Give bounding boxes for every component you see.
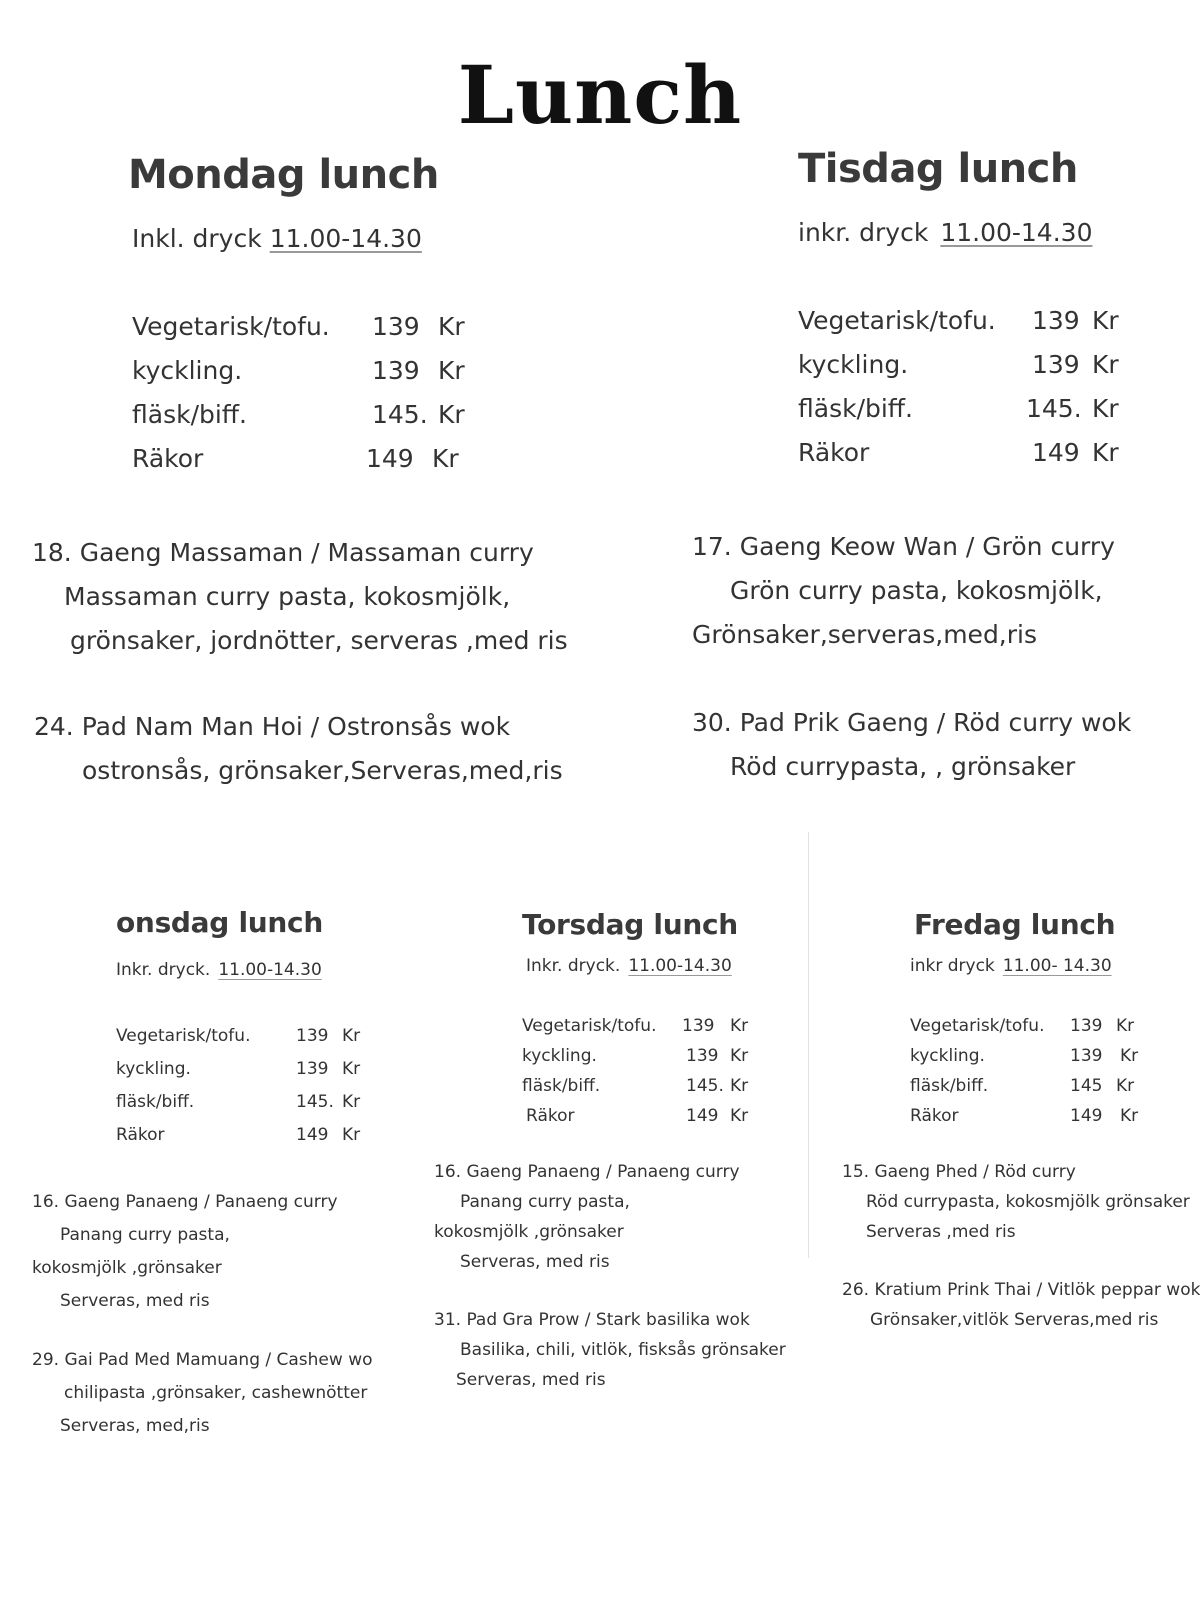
price-item: fläsk/biff. xyxy=(116,1092,195,1112)
price-value: 145. xyxy=(372,400,428,429)
dish-description: Röd currypasta, kokosmjölk grönsaker xyxy=(866,1192,1190,1212)
price-value: 139 xyxy=(686,1046,719,1066)
dish-title: 29. Gai Pad Med Mamuang / Cashew wo xyxy=(32,1350,373,1370)
wednesday-hours-prefix: Inkr. dryck. xyxy=(116,960,211,980)
tuesday-heading: Tisdag lunch xyxy=(798,146,1078,192)
price-item: Vegetarisk/tofu. xyxy=(132,312,330,341)
price-item: fläsk/biff. xyxy=(132,400,247,429)
price-item: Vegetarisk/tofu. xyxy=(798,306,996,335)
price-value: 149 xyxy=(1070,1106,1103,1126)
price-item: kyckling. xyxy=(522,1046,597,1066)
dish-title: 30. Pad Prik Gaeng / Röd curry wok xyxy=(692,708,1132,737)
dish-description: kokosmjölk ,grönsaker xyxy=(434,1222,624,1242)
friday-hours-time: 11.00- 14.30 xyxy=(1002,956,1112,976)
thursday-hours xyxy=(526,956,732,976)
price-unit: Kr xyxy=(438,312,465,341)
dish-description: Serveras, med,ris xyxy=(60,1416,210,1436)
column-divider xyxy=(808,832,809,1258)
wednesday-heading: onsdag lunch xyxy=(116,906,323,939)
monday-hours-prefix: Inkl. dryck xyxy=(132,224,262,253)
dish-description: Serveras, med ris xyxy=(456,1370,606,1390)
dish-title: 16. Gaeng Panaeng / Panaeng curry xyxy=(32,1192,338,1212)
price-item: kyckling. xyxy=(910,1046,985,1066)
wednesday-hours-time: 11.00-14.30 xyxy=(218,960,322,980)
price-item: fläsk/biff. xyxy=(798,394,913,423)
price-unit: Kr xyxy=(342,1059,361,1079)
price-item: Räkor xyxy=(910,1106,959,1126)
price-unit: Kr xyxy=(730,1076,749,1096)
price-item: Vegetarisk/tofu. xyxy=(910,1016,1045,1036)
price-item: kyckling. xyxy=(132,356,243,385)
tuesday-hours-prefix: inkr. dryck xyxy=(798,218,929,247)
dish-description: Basilika, chili, vitlök, fisksås grönsaker xyxy=(460,1340,786,1360)
price-unit: Kr xyxy=(342,1125,361,1145)
price-value: 145. xyxy=(296,1092,334,1112)
dish-title: 31. Pad Gra Prow / Stark basilika wok xyxy=(434,1310,750,1330)
price-unit: Kr xyxy=(438,356,465,385)
price-item: kyckling. xyxy=(116,1059,191,1079)
price-item: kyckling. xyxy=(798,350,909,379)
price-unit: Kr xyxy=(342,1092,361,1112)
dish-description: Serveras, med ris xyxy=(460,1252,610,1272)
price-unit: Kr xyxy=(730,1106,749,1126)
wednesday-dish-2-clip xyxy=(0,1350,396,1470)
dish-title: 17. Gaeng Keow Wan / Grön curry xyxy=(692,532,1115,561)
price-unit: Kr xyxy=(1092,394,1119,423)
dish-description: Massaman curry pasta, kokosmjölk, xyxy=(64,582,511,611)
price-item: fläsk/biff. xyxy=(522,1076,601,1096)
price-value: 139 xyxy=(1032,350,1080,379)
dish-description: Panang curry pasta, xyxy=(60,1225,230,1245)
price-value: 139 xyxy=(372,312,420,341)
price-value: 149 xyxy=(1032,438,1080,467)
friday-hours xyxy=(910,956,1112,976)
dish-description: Panang curry pasta, xyxy=(460,1192,630,1212)
price-unit: Kr xyxy=(1092,306,1119,335)
tuesday-hours-time: 11.00-14.30 xyxy=(940,218,1093,247)
friday-hours-prefix: inkr dryck xyxy=(910,956,995,976)
price-value: 139 xyxy=(372,356,420,385)
price-item: Räkor xyxy=(132,444,204,473)
price-value: 139 xyxy=(296,1059,329,1079)
dish-description: grönsaker, jordnötter, serveras ,med ris xyxy=(70,626,568,655)
dish-description: Röd currypasta, , grönsaker xyxy=(730,752,1076,781)
wednesday-hours xyxy=(116,960,322,980)
page-title: Lunch xyxy=(457,48,743,142)
monday-hours-time: 11.00-14.30 xyxy=(269,224,422,253)
dish-title: 24. Pad Nam Man Hoi / Ostronsås wok xyxy=(34,712,511,741)
price-item: Vegetarisk/tofu. xyxy=(116,1026,251,1046)
price-value: 149 xyxy=(296,1125,329,1145)
thursday-hours-time: 11.00-14.30 xyxy=(628,956,732,976)
dish-description: kokosmjölk ,grönsaker xyxy=(32,1258,222,1278)
dish-description: Grön curry pasta, kokosmjölk, xyxy=(730,576,1103,605)
monday-heading: Mondag lunch xyxy=(128,152,439,198)
price-unit: Kr xyxy=(342,1026,361,1046)
price-value: 145. xyxy=(686,1076,724,1096)
dish-title: 18. Gaeng Massaman / Massaman curry xyxy=(32,538,534,567)
price-unit: Kr xyxy=(1116,1076,1135,1096)
price-value: 149 xyxy=(686,1106,719,1126)
dish-description: Serveras, med ris xyxy=(60,1291,210,1311)
price-unit: Kr xyxy=(1116,1016,1135,1036)
friday-heading: Fredag lunch xyxy=(914,908,1116,941)
price-value: 139 xyxy=(682,1016,715,1036)
price-item: Räkor xyxy=(798,438,870,467)
price-value: 139 xyxy=(1070,1046,1103,1066)
dish-title: 15. Gaeng Phed / Röd curry xyxy=(842,1162,1076,1182)
price-unit: Kr xyxy=(438,400,465,429)
price-value: 149 xyxy=(366,444,414,473)
price-item: fläsk/biff. xyxy=(910,1076,989,1096)
price-value: 139 xyxy=(1032,306,1080,335)
dish-description: Serveras ,med ris xyxy=(866,1222,1016,1242)
price-value: 139 xyxy=(296,1026,329,1046)
dish-description: ostronsås, grönsaker,Serveras,med,ris xyxy=(82,756,563,785)
price-unit: Kr xyxy=(1120,1046,1139,1066)
price-unit: Kr xyxy=(730,1046,749,1066)
price-value: 145. xyxy=(1026,394,1082,423)
price-item: Vegetarisk/tofu. xyxy=(522,1016,657,1036)
monday-hours xyxy=(132,224,422,253)
price-value: 145 xyxy=(1070,1076,1103,1096)
price-value: 139 xyxy=(1070,1016,1103,1036)
dish-description: chilipasta ,grönsaker, cashewnötter xyxy=(64,1383,368,1403)
price-unit: Kr xyxy=(1120,1106,1139,1126)
dish-description: Grönsaker,vitlök Serveras,med ris xyxy=(870,1310,1159,1330)
dish-title: 16. Gaeng Panaeng / Panaeng curry xyxy=(434,1162,740,1182)
price-item: Räkor xyxy=(526,1106,575,1126)
tuesday-hours xyxy=(798,218,1092,247)
thursday-heading: Torsdag lunch xyxy=(522,908,738,941)
price-item: Räkor xyxy=(116,1125,165,1145)
price-unit: Kr xyxy=(1092,438,1119,467)
dish-title: 26. Kratium Prink Thai / Vitlök peppar wok xyxy=(842,1280,1200,1300)
price-unit: Kr xyxy=(432,444,459,473)
thursday-hours-prefix: Inkr. dryck. xyxy=(526,956,621,976)
price-unit: Kr xyxy=(730,1016,749,1036)
price-unit: Kr xyxy=(1092,350,1119,379)
dish-description: Grönsaker,serveras,med,ris xyxy=(692,620,1038,649)
